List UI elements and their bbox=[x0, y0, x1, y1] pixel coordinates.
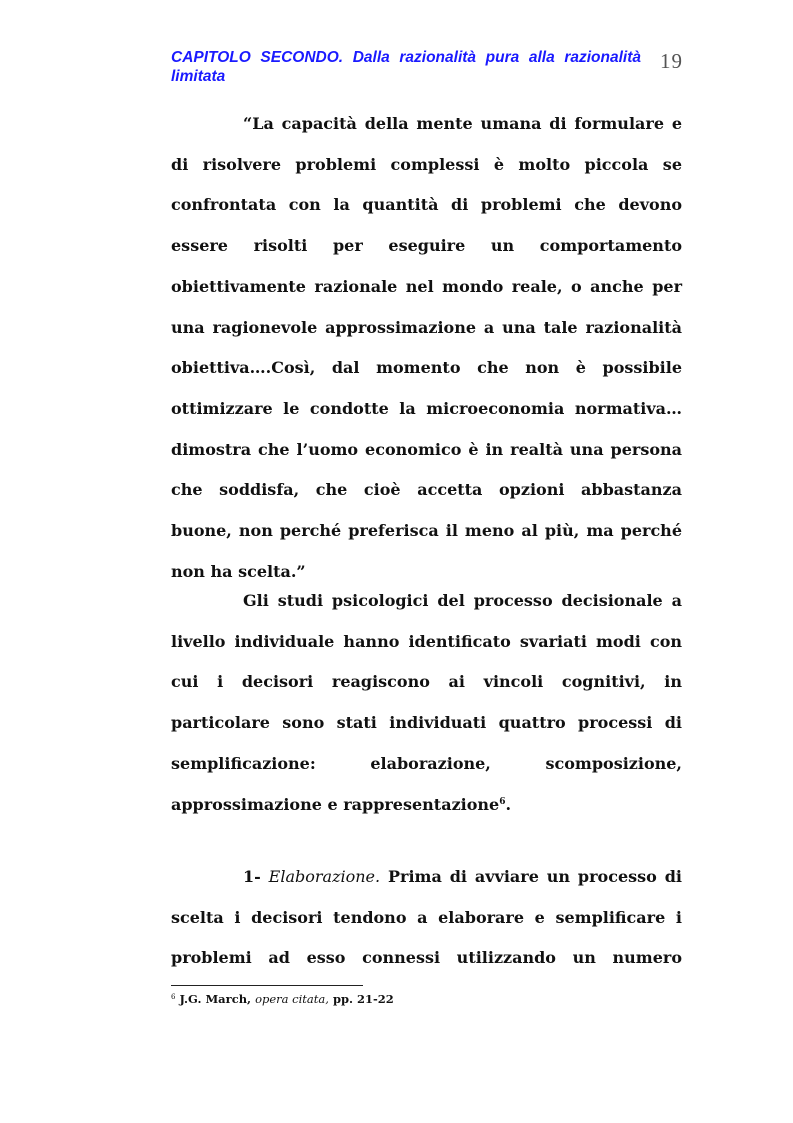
page-number: 19 bbox=[660, 49, 683, 73]
elaboration-paragraph bbox=[171, 857, 682, 979]
footnote bbox=[171, 991, 682, 1007]
studies-text: Gli studi psicologici del processo decisionale a livello individuale hanno identificato svariati modi con cui i decisori reagiscono ai vincoli cognitivi, in particolare sono stati individuati quattro processi di semplificazione: elaborazione, scomposizione, approssimazione e rappresentazione bbox=[171, 591, 682, 814]
elab-text: Prima di avviare un processo di scelta i decisori tendono a elaborare e semplificare i problemi ad esso connessi utilizzando un numero bbox=[171, 867, 682, 968]
footnote-number: 6 bbox=[171, 993, 176, 1001]
footnote-divider bbox=[171, 985, 363, 986]
chapter-header: CAPITOLO SECONDO. Dalla razionalità pura alla razionalità limitata bbox=[171, 49, 641, 85]
footnote-work: opera citata, bbox=[255, 992, 329, 1006]
studies-end: . bbox=[505, 794, 512, 814]
elab-number: 1- bbox=[243, 867, 261, 886]
quote-paragraph: “La capacità della mente umana di formulare e di risolvere problemi complessi è molto piccola se confrontata con la quantità di problemi che devono essere risolti per eseguire un comportamento obiettivamente razionale nel mondo reale, o anche per una ragionevole approssimazione a una tale razionalità obiettiva….Così, dal momento che non è possibile ottimizzare le condotte la microeconomia normativa…dimostra che l’uomo economico è in realtà una persona che soddisfa, che cioè accetta opzioni abbastanza buone, non perché preferisca il meno al più, ma perché non ha scelta.” bbox=[171, 114, 682, 581]
footnote-author: J.G. March, bbox=[179, 992, 252, 1006]
footnote-pages: pp. 21-22 bbox=[332, 992, 394, 1006]
footnote-reference[interactable]: 6 bbox=[499, 796, 506, 807]
studies-paragraph bbox=[171, 581, 682, 825]
elab-title: Elaborazione. bbox=[268, 867, 381, 886]
